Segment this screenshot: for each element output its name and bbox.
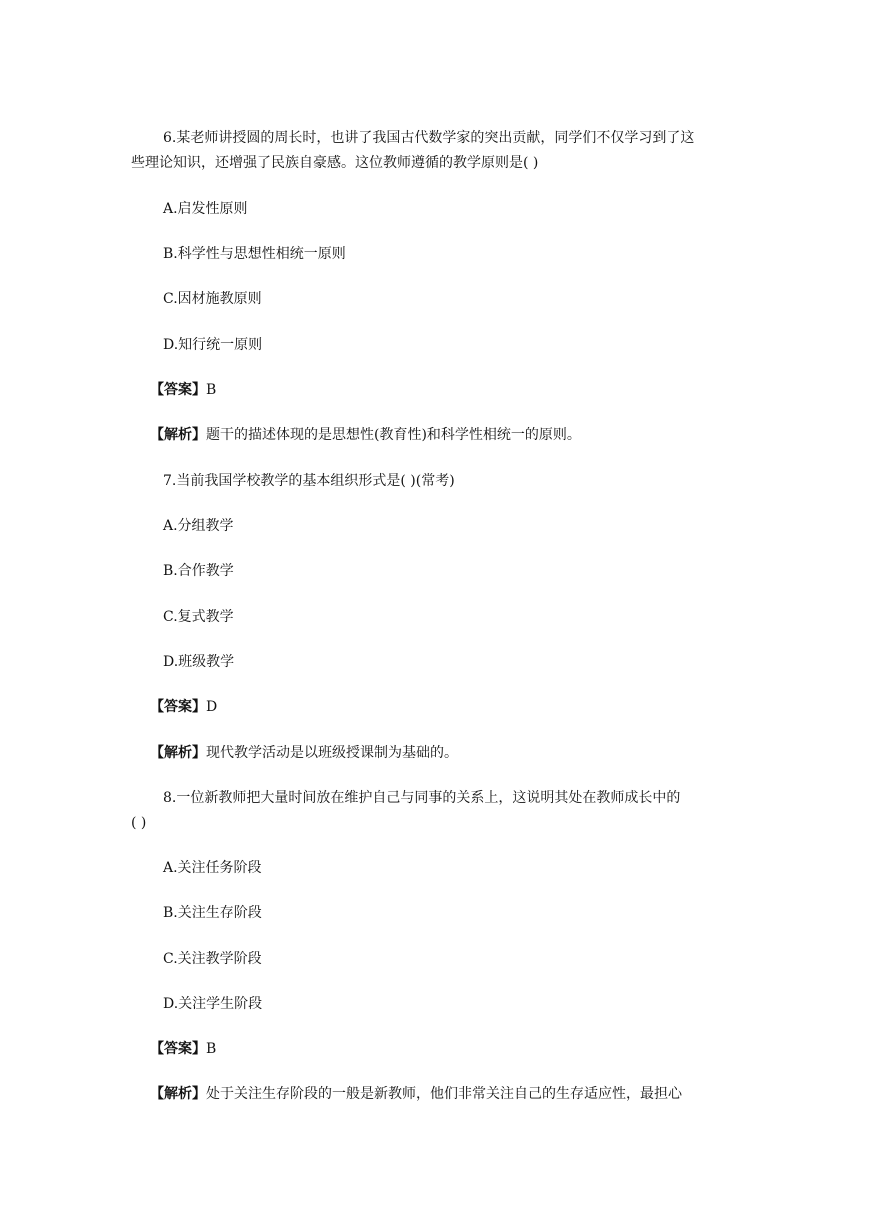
question-7-option-a: A.分组教学	[163, 518, 234, 534]
question-7-analysis	[150, 743, 770, 763]
question-6-answer	[150, 380, 770, 400]
answer-label: 【答案】	[150, 1041, 206, 1057]
question-6-analysis	[150, 425, 770, 445]
question-8-option-b: B.关注生存阶段	[163, 905, 262, 921]
question-7-option-c: C.复式教学	[163, 609, 234, 625]
analysis-label: 【解析】	[150, 1086, 206, 1102]
question-8-option-d: D.关注学生阶段	[163, 996, 263, 1012]
question-7-option-b: B.合作教学	[163, 563, 234, 579]
question-6-line-1: 6.某老师讲授圆的周长时，也讲了我国古代数学家的突出贡献，同学们不仅学习到了这	[163, 130, 695, 146]
question-8-answer	[150, 1039, 770, 1059]
question-8-line-1: 8.一位新教师把大量时间放在维护自己与同事的关系上，这说明其处在教师成长中的	[163, 790, 681, 806]
analysis-text: 处于关注生存阶段的一般是新教师，他们非常关注自己的生存适应性，最担心	[206, 1086, 682, 1102]
analysis-text: 题干的描述体现的是思想性(教育性)和科学性相统一的原则。	[206, 427, 581, 443]
answer-value: B	[206, 382, 217, 398]
answer-label: 【答案】	[150, 382, 206, 398]
question-6-line-2: 些理论知识，还增强了民族自豪感。这位教师遵循的教学原则是( )	[131, 155, 539, 171]
question-8-option-a: A.关注任务阶段	[163, 860, 262, 876]
question-6-option-b: B.科学性与思想性相统一原则	[163, 246, 346, 262]
question-7-option-d: D.班级教学	[163, 654, 235, 670]
question-8-line-2: ( )	[131, 815, 147, 831]
question-6-option-c: C.因材施教原则	[163, 291, 262, 307]
question-8-analysis	[150, 1084, 770, 1104]
analysis-label: 【解析】	[150, 427, 206, 443]
question-6-option-d: D.知行统一原则	[163, 337, 263, 353]
question-7-line-1: 7.当前我国学校教学的基本组织形式是( )(常考)	[163, 473, 455, 489]
question-7-answer	[150, 697, 770, 717]
analysis-text: 现代教学活动是以班级授课制为基础的。	[206, 745, 458, 761]
answer-label: 【答案】	[150, 699, 206, 715]
answer-value: D	[206, 699, 218, 715]
question-8-option-c: C.关注教学阶段	[163, 951, 262, 967]
analysis-label: 【解析】	[150, 745, 206, 761]
answer-value: B	[206, 1041, 217, 1057]
question-6-option-a: A.启发性原则	[163, 201, 248, 217]
